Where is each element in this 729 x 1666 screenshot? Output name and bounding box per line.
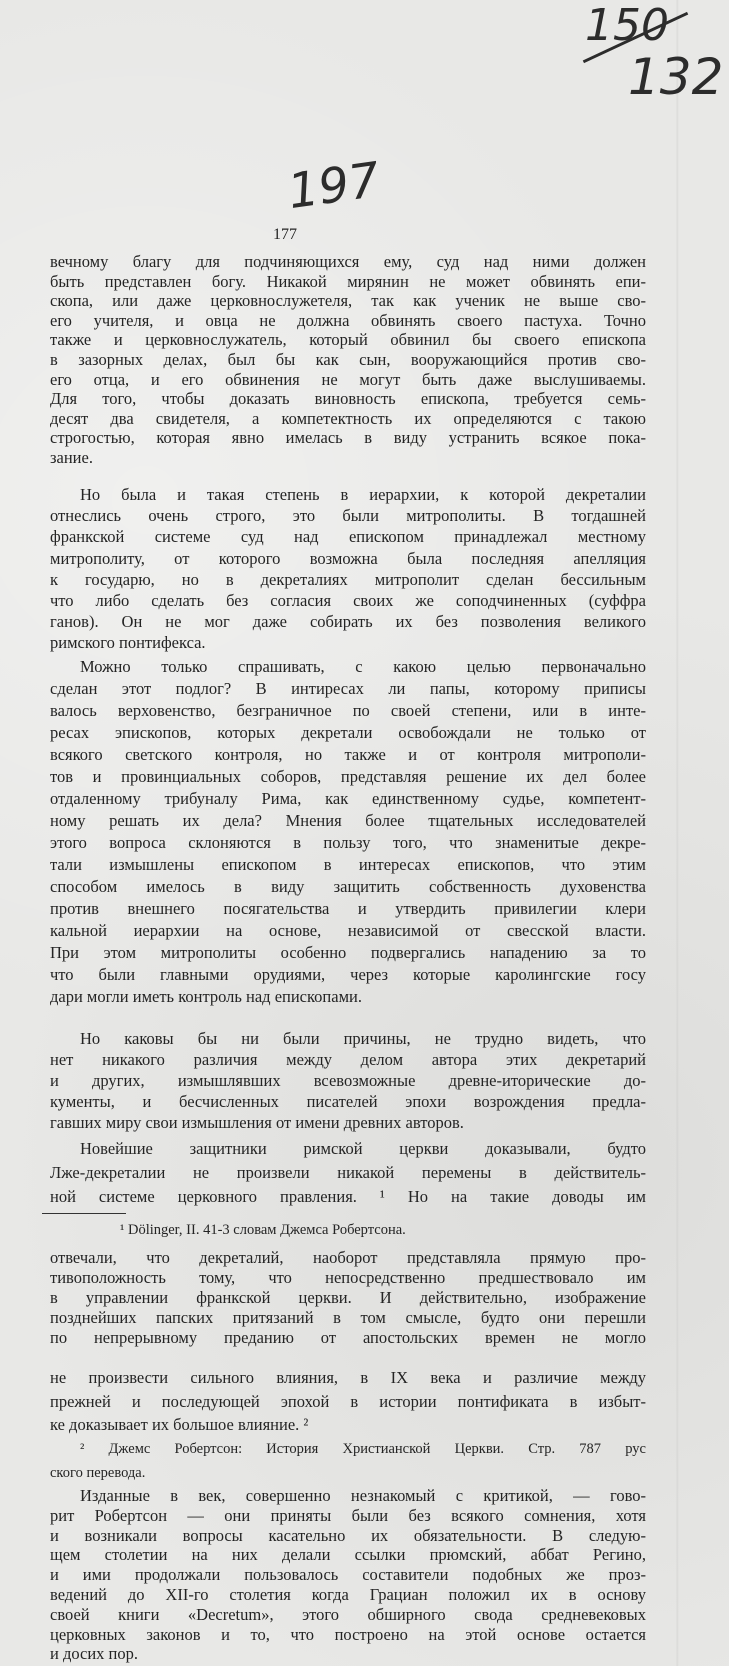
text-line: своей книги «Decretum», этого обширного свода средневековых	[50, 1604, 646, 1624]
text-line: зание.	[50, 447, 93, 467]
text-line: скопа, или даже церковнослужетеля, так как ученик не выше сво-	[50, 291, 646, 311]
text-line: не произвести сильного влияния, в IX века и различие между	[50, 1368, 646, 1387]
text-line: десят два свидетеля, а компетектность их определяются с такою	[50, 408, 646, 428]
text-line: Но каковы бы ни были причины, не трудно видеть, что	[80, 1029, 646, 1048]
handwritten-page-number: 197	[284, 151, 384, 221]
text-line: гавших миру свои измышления от имени древних авторов.	[50, 1113, 464, 1132]
struck-number-text: 150	[585, 0, 669, 51]
footnote-rule	[42, 1213, 126, 1214]
text-line: ному решать их дела? Мнения более тщательных исследователей	[50, 811, 646, 830]
paragraph-5	[50, 1137, 646, 1209]
text-line: быть представлен богу. Никакой мирянин не может обвинять епи-	[50, 271, 646, 291]
text-line: также и церковнослужатель, который обвинил бы своего епископа	[50, 330, 646, 350]
text-line: прежней и последующей эпохой в истории понтификата в избыт-	[50, 1391, 646, 1411]
text-line: и возникали вопросы касательно их обязательности. В следую-	[50, 1525, 646, 1545]
handwritten-archive-number: 132	[628, 48, 724, 106]
text-line: кальной иерархии на основе, независимой от свесской власти.	[50, 921, 646, 940]
text-line: отдаленному трибуналу Рима, как единственному судье, компетент-	[50, 789, 646, 808]
text-line: ведений до XII-го столетия когда Грациан положил их в основу	[50, 1584, 646, 1604]
text-line: ресах эпископов, которых декретали освобождали не только от	[50, 723, 646, 742]
text-line: римского понтифекса.	[50, 633, 206, 653]
paragraph-2	[50, 484, 646, 654]
text-line: позднейших папских притязаний в том смысле, будто они перешли	[50, 1308, 646, 1327]
text-line: тивоположность тому, что непосредственно предшествовало им	[50, 1268, 646, 1287]
text-line: ского перевода.	[50, 1465, 146, 1481]
text-line: рит Робертсон — они приняты были без всякого сомнения, хотя	[50, 1505, 646, 1525]
paragraph-7	[50, 1366, 646, 1437]
text-line: Изданные в век, совершенно незнакомый с критикой, — гово-	[80, 1486, 646, 1505]
text-line: щем столетии на них делали ссылки прюмский, аббат Регино,	[50, 1545, 646, 1565]
text-line: и досих пор.	[50, 1644, 138, 1664]
paragraph-3	[50, 656, 646, 1008]
paragraph-6	[50, 1248, 646, 1348]
text-line: тов и провинциальных соборов, представляя решение их дел более	[50, 767, 646, 786]
footnote-2	[50, 1437, 646, 1485]
text-line: в управлении франкской церкви. И действительно, изображение	[50, 1288, 646, 1307]
text-line: ке доказывает их большое влияние. ²	[50, 1415, 309, 1434]
text-line: по непрерывному преданию от апостольских времен не могло	[50, 1328, 646, 1347]
text-line: и ими продолжали пользовалось составители подобных же проз-	[50, 1565, 646, 1585]
text-line: нет никакого различия между делом автора этих декретарий	[50, 1050, 646, 1069]
paragraph-1	[50, 252, 646, 468]
text-line: против внешнего посягательства и утвердить привилегии клери	[50, 899, 646, 918]
text-line: сделан этот подлог? В интиресах ли папы, которому приписы	[50, 679, 646, 698]
text-line: церковных законов и то, что построено на этой основе остается	[50, 1624, 646, 1644]
text-line: Можно только спрашивать, с какою целью первоначально	[80, 657, 646, 676]
printed-page-number: 177	[273, 226, 297, 243]
paragraph-4	[50, 1028, 646, 1133]
paragraph-8	[50, 1486, 646, 1664]
text-line: к государю, но в декреталиях митрополит сделан бессильным	[50, 569, 646, 589]
text-line: отвечали, что декреталий, наоборот представляла прямую про-	[50, 1248, 646, 1267]
text-line: ² Джемс Робертсон: История Христианской Церкви. Стр. 787 рус	[80, 1441, 646, 1457]
text-line: что были главными орудиями, через которые каролингские госу	[50, 965, 646, 984]
text-line: всякого светского контроля, но также и от контроля митрополи-	[50, 745, 646, 764]
text-line: При этом митрополиты особенно подвергались нападению за то	[50, 943, 646, 962]
text-line: ной системе церковного правления. ¹ Но на такие доводы им	[50, 1187, 646, 1206]
text-line: отнеслись очень строго, это были митрополиты. В тогдашней	[50, 506, 646, 526]
text-line: тали измышлены епископом в интересах епископов, что этим	[50, 855, 646, 874]
text-line: Для того, чтобы доказать виновность епископа, требуется семь-	[50, 389, 646, 409]
text-line: Новейшие защитники римской церкви доказывали, будто	[80, 1139, 646, 1158]
text-line: Но была и такая степень в иерархии, к которой декреталии	[80, 485, 646, 504]
text-line: строгостью, которая явно имелась в виду устранить всякое пока-	[50, 428, 646, 448]
text-line: франкской системе суд над епископом принадлежал местному	[50, 527, 646, 547]
text-line: валось верховенство, безграничное по своей степени, или в инте-	[50, 701, 646, 720]
text-line: ганов). Он не мог даже собирать их без позволения великого	[50, 612, 646, 632]
text-line: митрополиту, от которого возможна была последняя апелляция	[50, 548, 646, 568]
text-line: вечному благу для подчиняющихся ему, суд над ними должен	[50, 252, 646, 271]
footnote-1: ¹ Dölinger, II. 41-3 словам Джемса Робертсона.	[120, 1222, 406, 1238]
text-line: способом имелось в виду защитить собственность духовенства	[50, 877, 646, 896]
text-line: и других, измышлявших всевозможные древне-иторические до-	[50, 1071, 646, 1090]
text-line: его учителя, и овца не должна обвинять своего пастуха. Точно	[50, 310, 646, 330]
text-line: этого вопроса склоняются в пользу того, что знаменитые декре-	[50, 833, 646, 852]
text-line: кументы, и бесчисленных писателей эпохи возрождения предла-	[50, 1092, 646, 1111]
text-line: что либо сделать без согласия своих же соподчиненных (суффра	[50, 591, 646, 611]
text-line: его отца, и его обвинения не могут быть даже выслушиваемы.	[50, 369, 646, 389]
text-line: дари могли иметь контроль над епископами.	[50, 987, 362, 1006]
text-line: Лже-декреталии не произвели никакой перемены в действитель-	[50, 1163, 646, 1182]
text-line: в зазорных делах, был бы как сын, вооружающийся против сво-	[50, 349, 646, 369]
